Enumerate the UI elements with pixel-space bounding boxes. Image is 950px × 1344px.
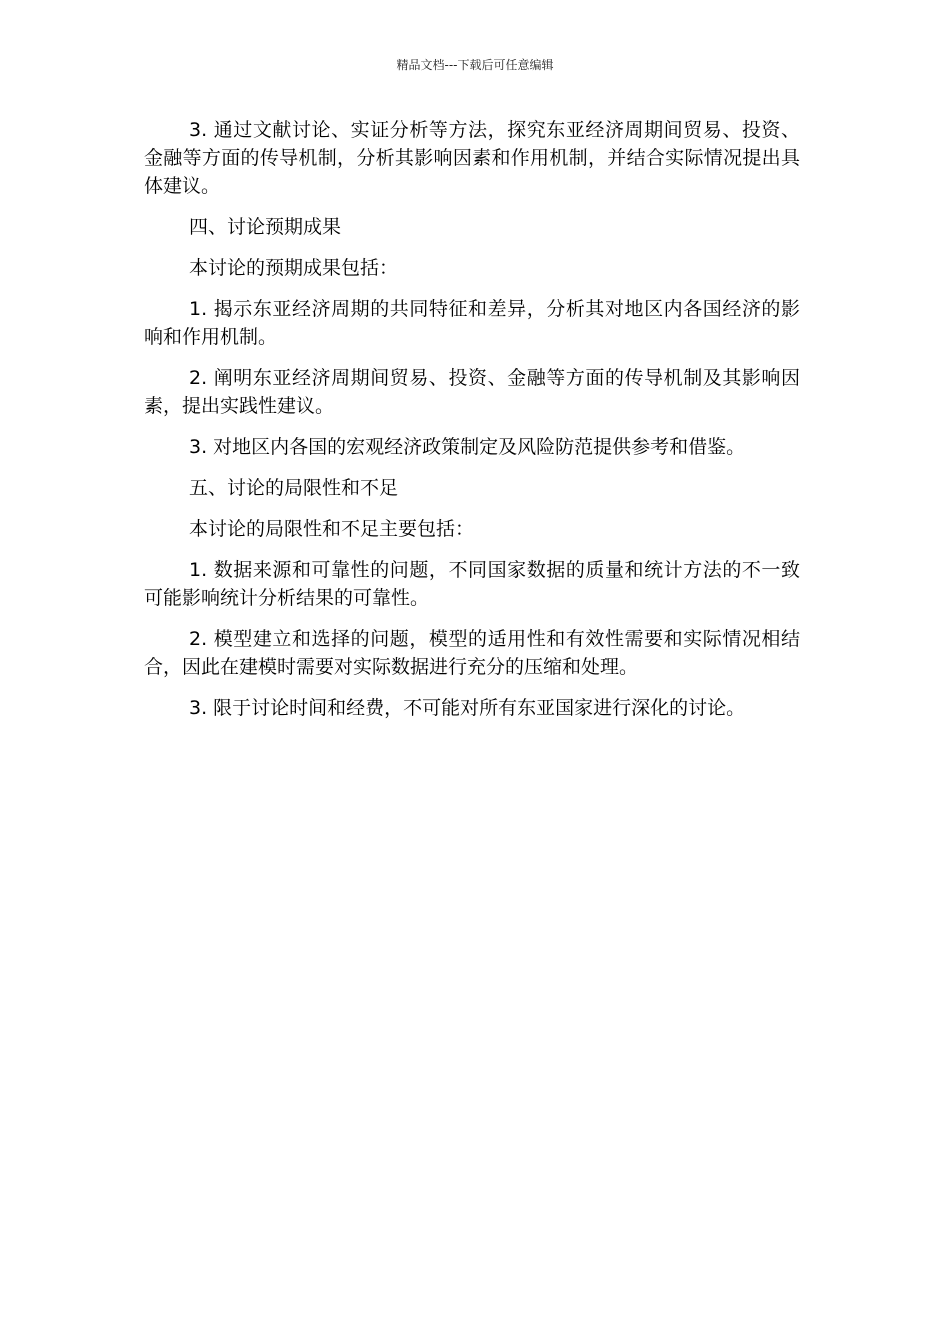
paragraph-limitation-2: 2. 模型建立和选择的问题，模型的适用性和有效性需要和实际情况相结合，因此在建模时需要对实际数据进行充分的压缩和处理。 xyxy=(144,628,800,678)
section-heading-limitations: 五、讨论的局限性和不足 xyxy=(189,477,399,499)
page-header: 精品文档---下载后可任意编辑 xyxy=(396,58,554,72)
document-body xyxy=(144,116,800,735)
paragraph-method-3: 3. 通过文献讨论、实证分析等方法，探究东亚经济周期间贸易、投资、金融等方面的传导机制，分析其影响因素和作用机制，并结合实际情况提出具体建议。 xyxy=(144,119,800,197)
paragraph-limitation-3: 3. 限于讨论时间和经费，不可能对所有东亚国家进行深化的讨论。 xyxy=(189,697,746,719)
paragraph-limitations-intro: 本讨论的局限性和不足主要包括： xyxy=(189,518,475,540)
paragraph-expected-3: 3. 对地区内各国的宏观经济政策制定及风险防范提供参考和借鉴。 xyxy=(189,436,746,458)
paragraph-expected-intro: 本讨论的预期成果包括： xyxy=(189,257,399,279)
paragraph-limitation-1: 1. 数据来源和可靠性的问题，不同国家数据的质量和统计方法的不一致可能影响统计分析结果的可靠性。 xyxy=(144,559,800,609)
section-heading-expected-results: 四、讨论预期成果 xyxy=(189,216,342,238)
paragraph-expected-1: 1. 揭示东亚经济周期的共同特征和差异，分析其对地区内各国经济的影响和作用机制。 xyxy=(144,298,800,348)
paragraph-expected-2: 2. 阐明东亚经济周期间贸易、投资、金融等方面的传导机制及其影响因素，提出实践性建议。 xyxy=(144,367,800,417)
